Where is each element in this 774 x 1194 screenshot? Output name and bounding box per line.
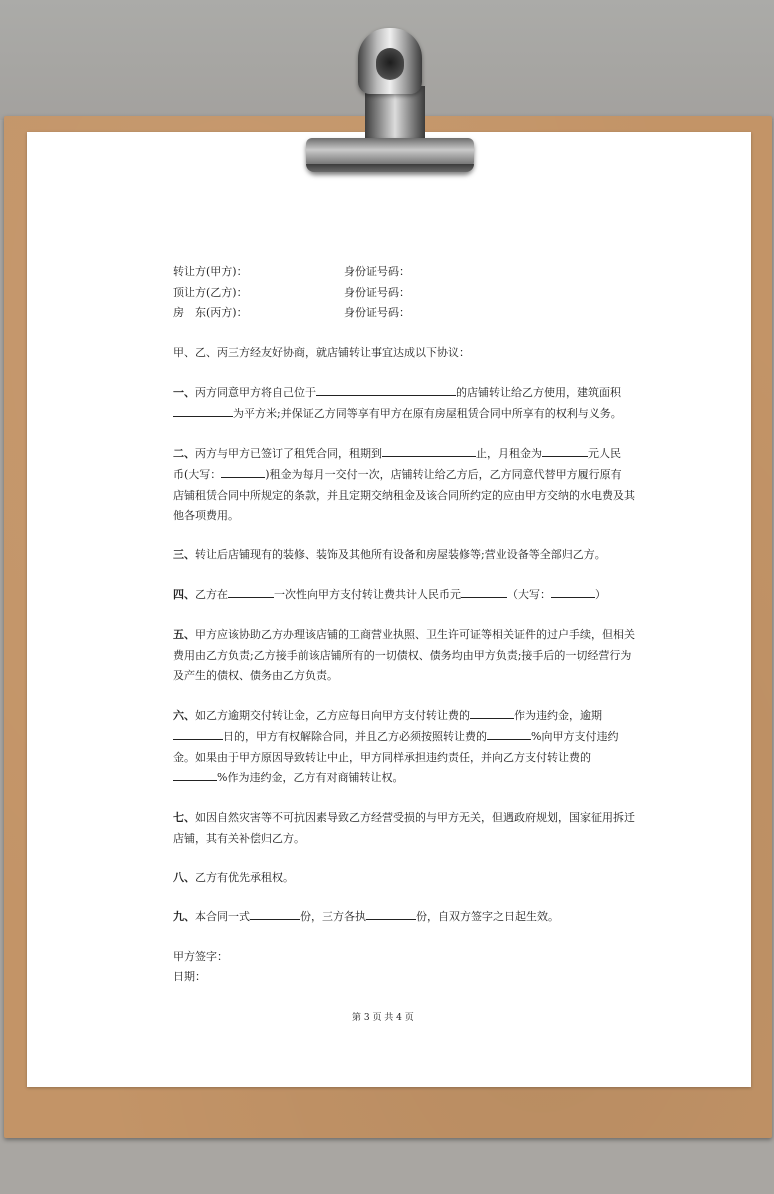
blank-field (250, 906, 300, 920)
clause-1-line-2 (173, 403, 622, 424)
clause-text: 一次性向甲方支付转让费共计人民币元 (274, 588, 461, 601)
landlord-id-label: 身份证号码： (344, 306, 410, 319)
clause-number: 七、 (173, 811, 195, 824)
blank-field (461, 584, 507, 598)
clause-text: 乙方有优先承租权。 (195, 871, 294, 884)
clause-text: 份，三方各执 (300, 910, 366, 923)
clause-number: 三、 (173, 548, 195, 561)
clause-text: 份，自双方签字之日起生效。 (416, 910, 559, 923)
clause-8-line-1 (173, 867, 294, 888)
clause-2-line-1 (173, 443, 621, 464)
transferee-label: 顶让方(乙方)： (173, 286, 248, 299)
blank-field (173, 726, 223, 740)
clause-2-line-4: 他各项费用。 (173, 509, 239, 522)
clause-text: 日的，甲方有权解除合同，并且乙方必须按照转让费的 (223, 730, 487, 743)
clause-number: 一、 (173, 386, 195, 399)
date-label: 日期： (173, 970, 206, 983)
clause-text: 如因自然灾害等不可抗因素导致乙方经营受损的与甲方无关，但遇政府规划，国家征用拆迁 (195, 811, 635, 824)
clip-icon (365, 86, 425, 142)
clause-text: （大写： (507, 588, 551, 601)
clause-text: 币(大写： (173, 468, 222, 481)
blank-field (173, 767, 217, 781)
transferor-label: 转让方(甲方)： (173, 265, 248, 278)
clause-text: 甲方应该协助乙方办理该店铺的工商营业执照、卫生许可证等相关证件的过户手续，但相关 (195, 628, 635, 641)
clip-hole-icon (376, 48, 404, 80)
blank-field (382, 443, 476, 457)
clause-number: 六、 (173, 709, 195, 722)
blank-field (228, 584, 274, 598)
blank-field (551, 584, 595, 598)
clause-9-line-1 (173, 906, 559, 927)
transferor-id-label: 身份证号码： (344, 265, 410, 278)
clause-number: 二、 (173, 447, 195, 460)
clause-text: 为平方米;并保证乙方同等享有甲方在原有房屋租赁合同中所享有的权利与义务。 (233, 407, 622, 420)
clause-text: 止，月租金为 (476, 447, 542, 460)
clause-4-line-1 (173, 584, 606, 605)
blank-field (221, 464, 265, 478)
clause-7-line-2: 店铺，其有关补偿归乙方。 (173, 832, 305, 845)
clause-5-line-2: 费用由乙方负责;乙方接手前该店铺所有的一切债权、债务均由甲方负责;接手后的一切经营行为 (173, 649, 632, 662)
clause-number: 五、 (173, 628, 195, 641)
clause-number: 四、 (173, 588, 195, 601)
clause-3-line-1 (173, 544, 606, 565)
clause-text: 元人民 (588, 447, 621, 460)
clause-text: 的店铺转让给乙方使用，建筑面积 (456, 386, 621, 399)
clause-text: 丙方与甲方已签订了租凭合同，租期到 (195, 447, 382, 460)
blank-field (316, 382, 456, 396)
clause-text: 如乙方逾期交付转让金，乙方应每日向甲方支付转让费的 (195, 709, 470, 722)
blank-field (470, 705, 514, 719)
page-number: 第 3 页 共 4 页 (352, 1013, 414, 1023)
clip-base-icon (306, 138, 474, 172)
clause-1-line-1 (173, 382, 621, 403)
clause-text: %向甲方支付违约 (531, 730, 619, 743)
clause-text: 转让后店铺现有的装修、装饰及其他所有设备和房屋装修等;营业设备等全部归乙方。 (195, 548, 606, 561)
clause-6-line-4 (173, 767, 403, 788)
clause-text: 本合同一式 (195, 910, 250, 923)
blank-field (542, 443, 588, 457)
clause-6-line-1 (173, 705, 602, 726)
clause-6-line-3: 金。如果由于甲方原因导致转让中止，甲方同样承担违约责任，并向乙方支付转让费的 (173, 751, 591, 764)
clause-2-line-2 (173, 464, 622, 485)
clause-7-line-1 (173, 807, 635, 828)
clause-5-line-1 (173, 624, 635, 645)
landlord-label: 房 东(丙方)： (173, 306, 248, 319)
clause-5-line-3: 及产生的债权、债务由乙方负责。 (173, 669, 338, 682)
clause-text: %作为违约金，乙方有对商铺转让权。 (217, 771, 404, 784)
clause-text: 乙方在 (195, 588, 228, 601)
clause-number: 八、 (173, 871, 195, 884)
clause-2-line-3: 店铺租赁合同中所规定的条款，并且定期交纳租金及该合同所约定的应由甲方交纳的水电费及其 (173, 489, 635, 502)
clause-number: 九、 (173, 910, 195, 923)
clause-text: ） (595, 588, 606, 601)
clause-6-line-2 (173, 726, 618, 747)
clause-text: )租金为每月一交付一次，店铺转让给乙方后，乙方同意代替甲方履行原有 (265, 468, 622, 481)
transferee-id-label: 身份证号码： (344, 286, 410, 299)
blank-field (366, 906, 416, 920)
clause-text: 丙方同意甲方将自己位于 (195, 386, 316, 399)
intro-text: 甲、乙、丙三方经友好协商，就店铺转让事宜达成以下协议： (173, 346, 470, 359)
blank-field (173, 403, 233, 417)
clause-text: 作为违约金，逾期 (514, 709, 602, 722)
blank-field (487, 726, 531, 740)
party-a-signature-label: 甲方签字： (173, 950, 228, 963)
